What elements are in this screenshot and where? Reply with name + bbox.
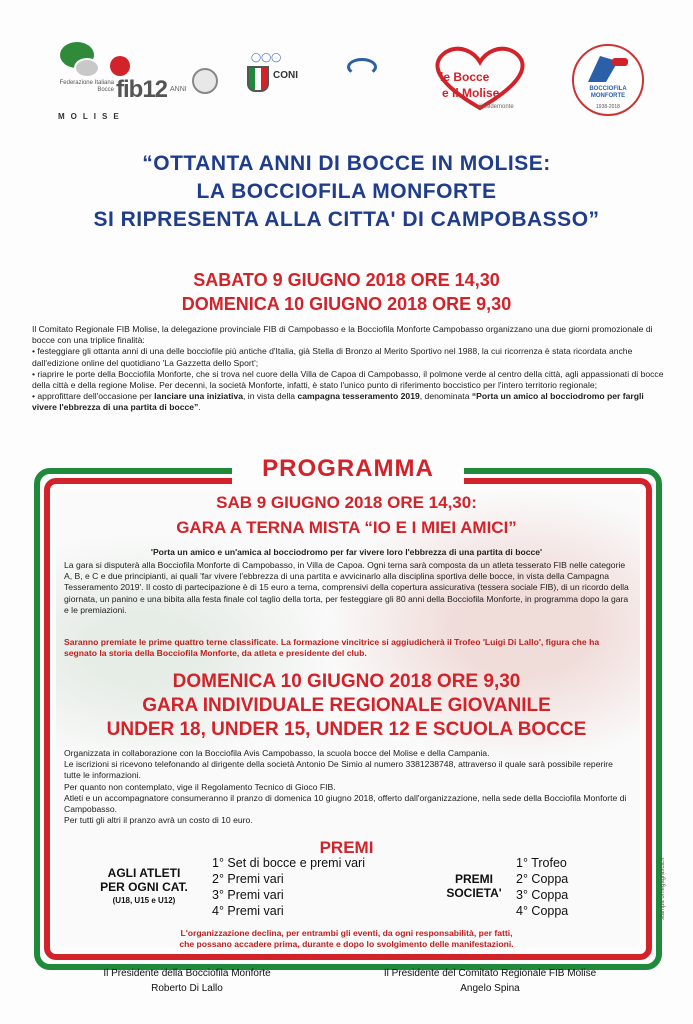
society-prizes-list <box>516 855 568 919</box>
bocce-line1: le Bocce <box>440 70 490 84</box>
coni-name: CONI <box>273 70 298 81</box>
sunday-body <box>64 748 630 826</box>
intro-paragraph-2: • festeggiare gli ottanta anni di una delle bocciofile più antiche d'Italia, già Stella di Bronzo al Merito Sportivo nel 1988, la cui ricorrenza è stata ricordata anche dall'edizione online del quotidiano 'La Gazzetta dello Sport'; <box>32 346 633 368</box>
society-prizes-label <box>440 872 508 900</box>
premi-heading: PREMI <box>319 838 374 857</box>
date-line-2: DOMENICA 10 GIUGNO 2018 ORE 9,30 <box>181 294 512 314</box>
society-label-line-1: PREMI <box>454 872 493 886</box>
title-line-2: LA BOCCIOFILA MONFORTE <box>196 180 497 203</box>
event-dates <box>0 268 693 316</box>
programma-heading: PROGRAMMA <box>232 452 464 486</box>
title-line-3: SI RIPRESENTA ALLA CITTA' DI CAMPOBASSO” <box>93 208 600 231</box>
main-title <box>0 150 693 234</box>
date-line-1: SABATO 9 GIUGNO 2018 ORE 14,30 <box>193 270 500 290</box>
list-item: 2° Coppa <box>516 872 569 886</box>
list-item: 2° Premi vari <box>212 872 284 886</box>
printer-credit-text: stampa omegagrafica.it <box>660 857 666 920</box>
bocce-line2: e il Molise <box>442 86 500 100</box>
list-item: 4° Coppa <box>516 904 569 918</box>
fib-molise-logo <box>52 42 222 122</box>
fib-subtitle: Federazione Italiana Bocce <box>59 80 114 93</box>
sunday-paragraph-4: Atleti e un accompagnatore consumeranno il pranzo di domenica 10 giugno 2018, offerto dall'organizzazione, nella sede della Bocciofila Monforte di Campobasso. <box>64 792 627 815</box>
saturday-body: La gara si disputerà alla Bocciofila Monforte di Campobasso, in Villa de Capoa. Ogni terna sarà composta da un atleta tesserato FIB nelle categorie A, B, e C e due principianti, ai quali 'far vivere l'ebbrezza di una partita e avvicinarlo alla disciplina sportiva delle bocce, in vista della Campagna Tesseramento 2019'. Il costo di partecipazione è di 15 euro a terna, comprensivi della copertura assicurativa (tessera sociale FIB), di un ricordo della giornata, un panino e una bibita alla festa finale col taglio della torta, per festeggiare gli 80 anni della Bocciofila Monforte, in programma dopo la gara e le premiazioni. <box>64 560 629 615</box>
fib-region: MOLISE <box>58 112 125 121</box>
signature-right-role: Il Presidente del Comitato Regionale FIB Molise <box>383 968 597 979</box>
sunday-line-3: UNDER 18, UNDER 15, UNDER 12 E SCUOLA BOCCE <box>106 719 587 740</box>
sunday-line-2: GARA INDIVIDUALE REGIONALE GIOVANILE <box>142 695 551 716</box>
monforte-name: BOCCIOFILA MONFORTE <box>589 86 627 99</box>
saturday-line-1: SAB 9 GIUGNO 2018 ORE 14,30: <box>216 493 477 512</box>
saturday-title <box>0 490 693 540</box>
intro-paragraph-4: • approfittare dell'occasione per lanciare una iniziativa, in vista della campagna tesseramento 2019, denominata “Porta un amico al bocciodromo per fargli vivere l'ebbrezza di una partita di bocce”. <box>32 391 644 413</box>
athletes-label-line-2: PER OGNI CAT. <box>100 880 188 894</box>
sunday-paragraph-1: Organizzata in collaborazione con la Bocciofila Avis Campobasso, la scuola bocce del Molise e della Campania. <box>64 748 490 758</box>
athletes-label-line-1: AGLI ATLETI <box>107 866 181 880</box>
disclaimer-line-2: che possano accadere prima, durante e dopo lo svolgimento delle manifestazioni. <box>179 939 514 949</box>
paralympic-swoosh-icon <box>347 58 377 76</box>
list-item: 4° Premi vari <box>212 904 284 918</box>
disclaimer <box>0 928 693 950</box>
logos-row <box>0 38 693 128</box>
bocce-line3: #insidemonte <box>478 104 514 110</box>
intro-paragraph-3: • riaprire le porte della Bocciofila Monforte, che si trova nel cuore della Villa de Capoa di Campobasso, il polmone verde al centro della città, agli appassionati di bocce della città e della regione Molise. Per decenni, la società Monforte, infatti, è stato l'unico punto di riferimento boccistico per l'intero territorio regionale; <box>32 368 664 391</box>
sunday-title <box>0 670 693 742</box>
signature-left-name: Roberto Di Lallo <box>151 983 223 994</box>
sunday-line-1: DOMENICA 10 GIUGNO 2018 ORE 9,30 <box>172 671 521 692</box>
signature-right <box>350 966 630 996</box>
athletes-prizes-label <box>84 866 204 908</box>
red-ball-icon <box>110 56 130 76</box>
sunday-paragraph-3: Per quanto non contemplato, vige il Regolamento Tecnico di Gioco FIB. <box>64 781 336 792</box>
signature-left-role: Il Presidente della Bocciofila Monforte <box>103 968 271 979</box>
title-line-1: “OTTANTA ANNI DI BOCCE IN MOLISE: <box>142 152 551 175</box>
fib-circle-icon <box>192 68 218 94</box>
saturday-quote: 'Porta un amico e un'amica al bocciodromo per far vivere loro l'ebbrezza di una partita di bocce' <box>150 547 543 557</box>
list-item: 1° Set di bocce e premi vari <box>212 856 365 870</box>
olympic-rings-icon: ◯◯◯ <box>251 52 282 62</box>
monforte-logo <box>572 44 644 116</box>
printer-credit <box>660 840 678 920</box>
intro-text <box>32 324 664 414</box>
intro-paragraph-1: Il Comitato Regionale FIB Molise, la delegazione provinciale FIB di Campobasso e la Bocciofila Monforte Campobasso organizzano una due giorni promozionale di bocce con una triplice finalità: <box>32 324 653 346</box>
list-item: 3° Premi vari <box>212 888 284 902</box>
fib-anni: ANNI <box>170 86 187 93</box>
red-mark-icon <box>612 58 628 66</box>
signature-right-name: Angelo Spina <box>460 983 520 994</box>
athletes-label-categories: (U18, U15 e U12) <box>112 896 176 905</box>
saturday-line-2: GARA A TERNA MISTA “IO E I MIEI AMICI” <box>176 518 517 537</box>
italy-shield-icon <box>247 66 269 92</box>
disclaimer-line-1: L'organizzazione declina, per entrambi gli eventi, da ogni responsabilità, per fatti, <box>180 928 513 938</box>
signature-left <box>72 966 302 996</box>
sunday-paragraph-2: Le iscrizioni si ricevono telefonando al dirigente della società Antonio De Simio al numero 3381238748, attraverso il quale sarà possibile reperire tutte le informazioni. <box>64 759 613 781</box>
list-item: 3° Coppa <box>516 888 569 902</box>
cip-logo <box>335 52 395 102</box>
athletes-prizes-list <box>212 855 365 919</box>
bocce-molise-logo <box>428 44 533 119</box>
society-label-line-2: SOCIETA' <box>446 886 502 900</box>
saturday-prizes-note: Saranno premiate le prime quattro terne classificate. La formazione vincitrice si aggiudicherà il Trofeo 'Luigi Di Lallo', figura che ha segnato la storia della Bocciofila Monforte, da atleta e presidente del club. <box>64 637 600 659</box>
grey-ball-icon <box>74 58 100 78</box>
sunday-paragraph-5: Per tutti gli altri il pranzo avrà un costo di 10 euro. <box>64 815 253 826</box>
fib-name: fib12 <box>116 76 168 103</box>
list-item: 1° Trofeo <box>516 856 567 870</box>
monforte-years: 1938-2018 <box>596 104 620 110</box>
coni-logo <box>245 52 315 102</box>
